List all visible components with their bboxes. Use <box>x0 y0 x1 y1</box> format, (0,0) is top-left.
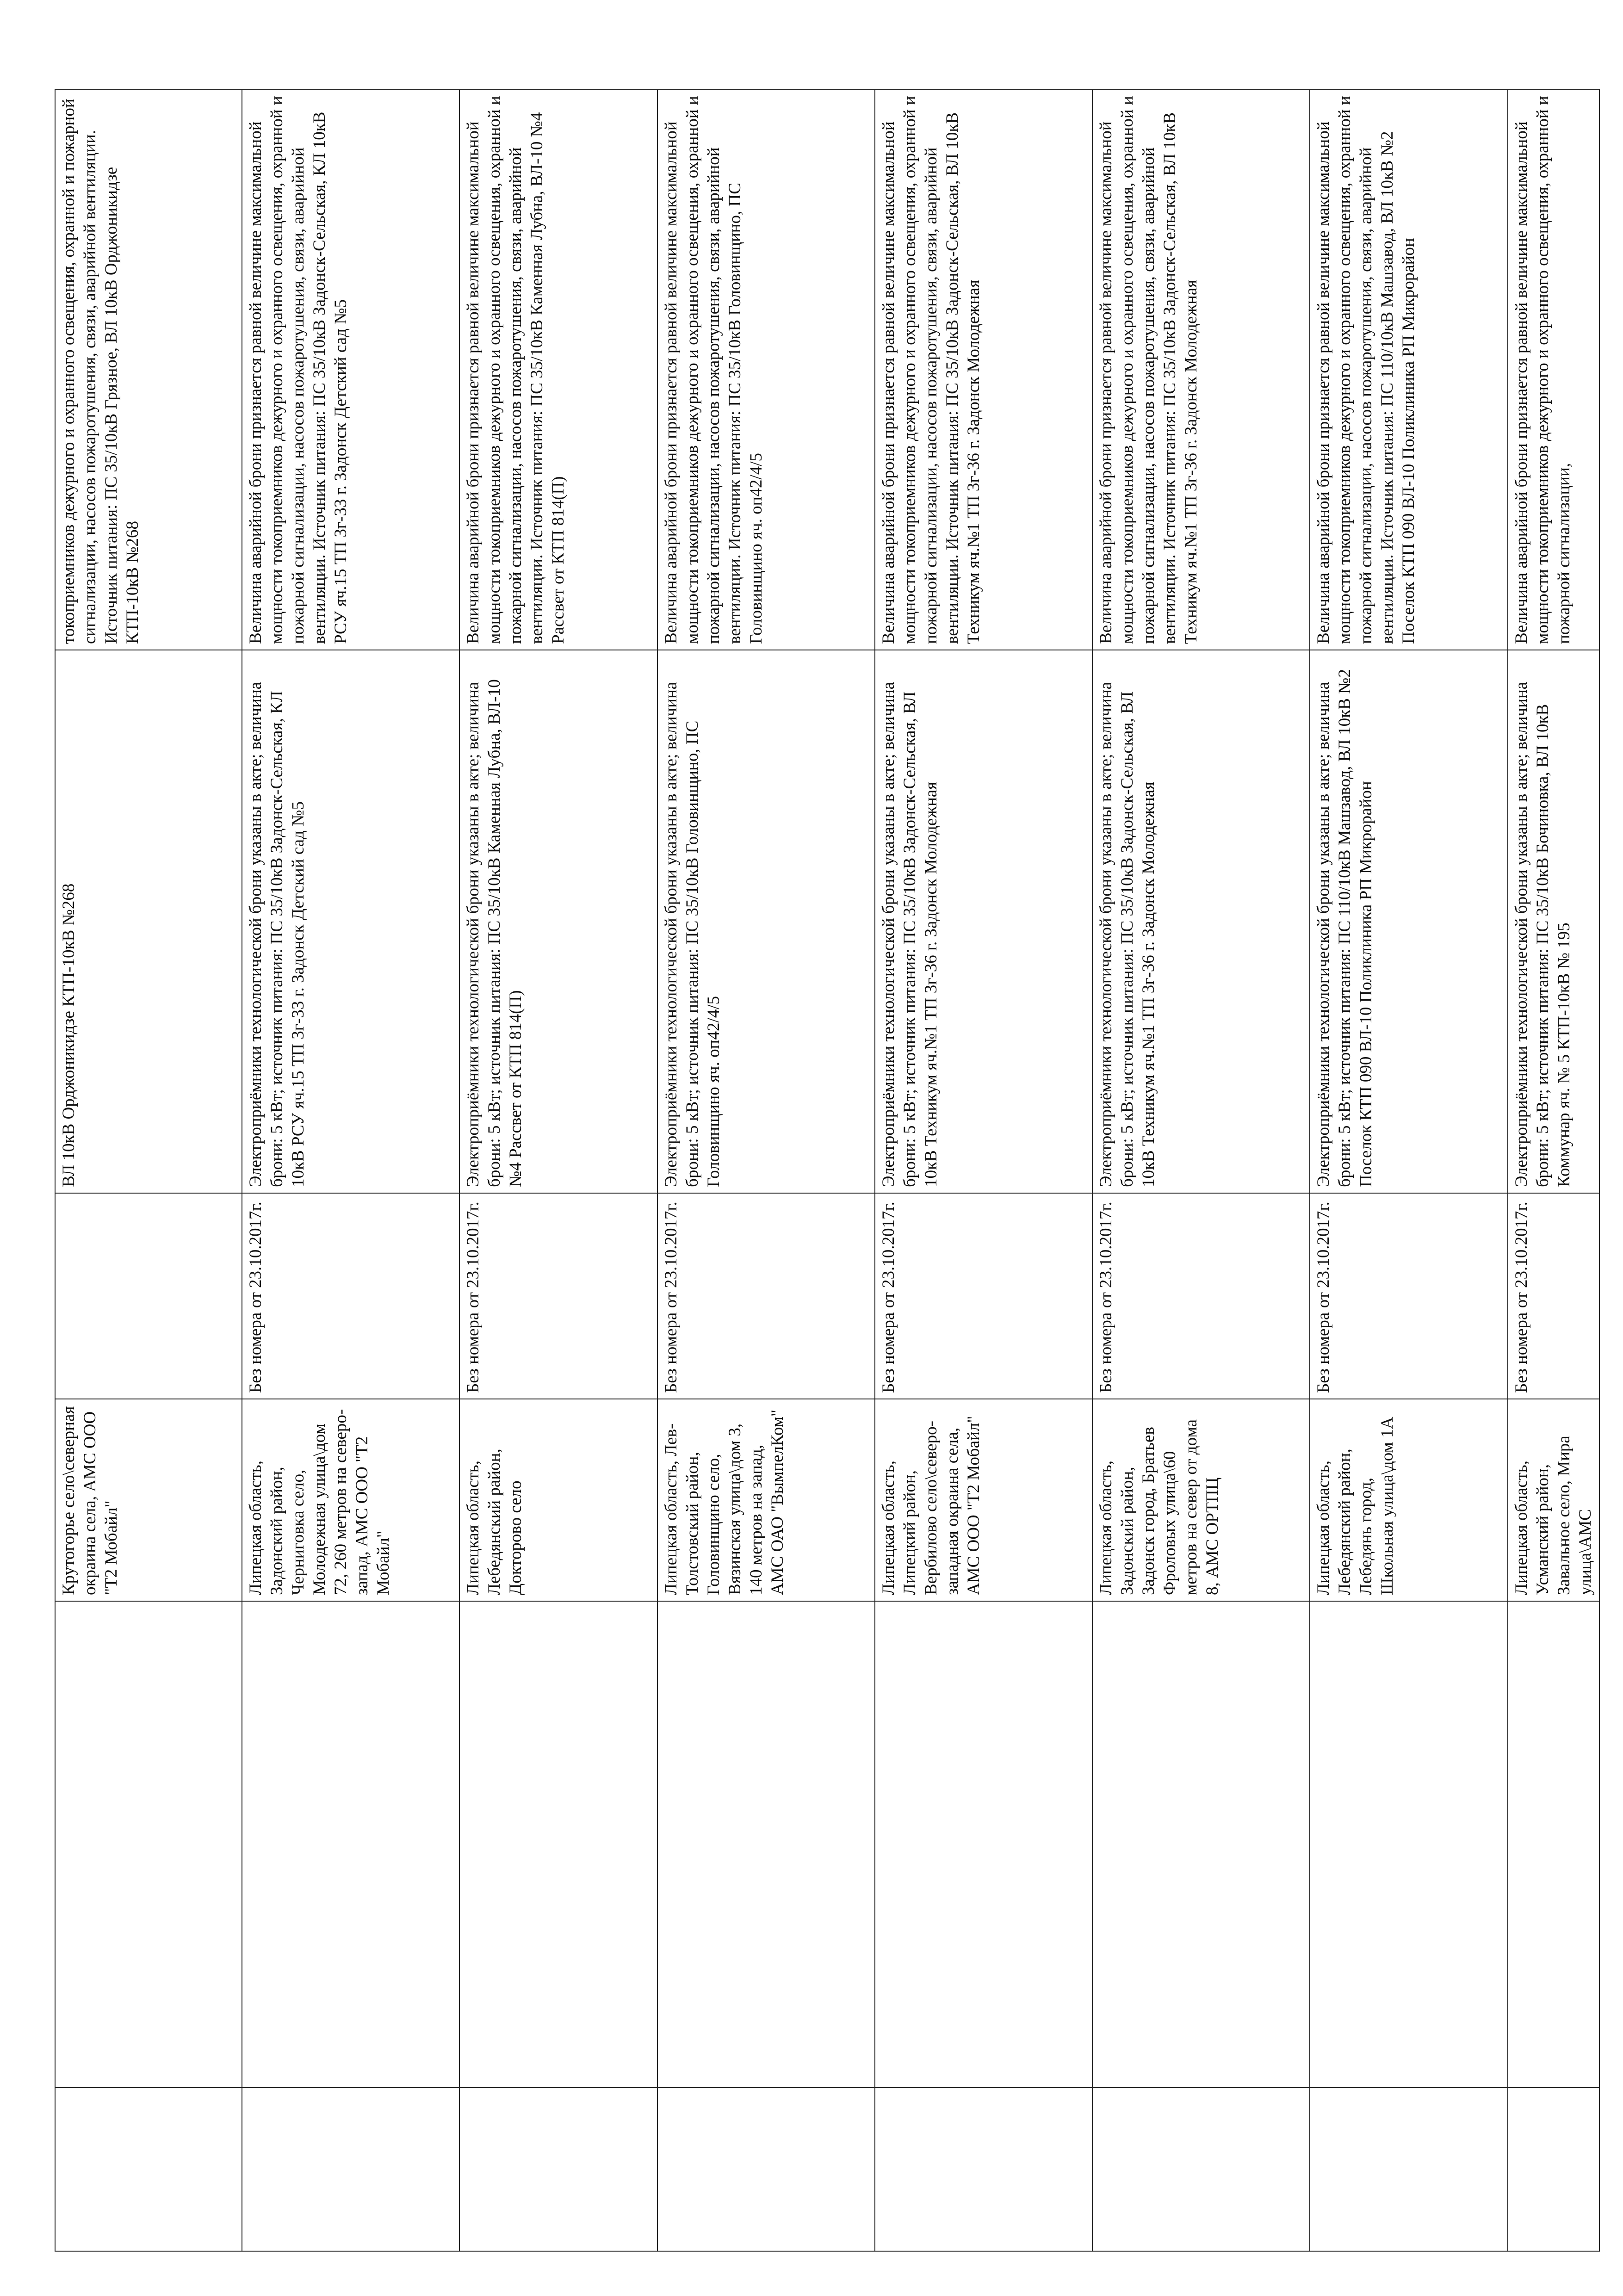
table-row <box>242 90 459 2251</box>
rotated-page <box>55 90 1595 2252</box>
act-date-cell <box>55 1193 242 1399</box>
act-date-cell: Без номера от 23.10.2017г. <box>1092 1193 1310 1399</box>
index-cell <box>657 2087 875 2251</box>
address-cell: Липецкая область, Лев-Толстовский район, Головинщино село, Вязинская улица\дом 3, 140 метров на запад, АМС ОАО "ВымпелКом" <box>657 1399 875 1601</box>
address-cell: Липецкая область, Липецкий район, Вербилово село\северо-западная окраина села, АМС ООО "Т2 Мобайл" <box>875 1399 1092 1601</box>
address-cell: Крутогорье село\северная окраина села, АМС ООО "Т2 Мобайл" <box>55 1399 242 1601</box>
emergency-reserve-cell: Величина аварийной брони признается равной величине максимальной мощности токоприемников дежурного и охранного освещения, охранной и пожарной сигнализации, насосов пожаротушения, связи, аварийной вентиляции. Источник питания: ПС 35/10кВ Задонск-Сельская, КЛ 10кВ РСУ яч.15 ТП 3г-33 г. Задонск Детский сад №5 <box>242 90 459 650</box>
index-cell <box>1508 2087 1599 2251</box>
org-name-cell <box>459 1601 657 2087</box>
act-date-cell: Без номера от 23.10.2017г. <box>242 1193 459 1399</box>
org-name-cell <box>242 1601 459 2087</box>
address-cell: Липецкая область, Лебедянский район, Лебедянь город, Школьная улица\дом 1А <box>1310 1399 1508 1601</box>
table-row <box>55 90 242 2251</box>
emergency-reserve-cell: токоприемников дежурного и охранного освещения, охранной и пожарной сигнализации, насосов пожаротушения, связи, аварийной вентиляции. Источник питания: ПС 35/10кВ Грязное, ВЛ 10кВ Орджоникидзе КТП-10кВ №268 <box>55 90 242 650</box>
index-cell <box>55 2087 242 2251</box>
table-row <box>657 90 875 2251</box>
org-name-cell <box>657 1601 875 2087</box>
org-name-cell <box>1310 1601 1508 2087</box>
org-name-cell <box>1508 1601 1599 2087</box>
index-cell <box>459 2087 657 2251</box>
table-body <box>55 90 1599 2251</box>
tech-reserve-cell: Электроприёмники технологической брони указаны в акте; величина брони: 5 кВт; источник питания: ПС 35/10кВ Каменная Лубна, ВЛ-10 №4 Рассвет от КТП 814(П) <box>459 650 657 1193</box>
index-cell <box>1092 2087 1310 2251</box>
address-cell: Липецкая область, Усманский район, Завальное село, Мира улица\АМС <box>1508 1399 1599 1601</box>
org-name-cell <box>1092 1601 1310 2087</box>
tech-reserve-cell: Электроприёмники технологической брони указаны в акте; величина брони: 5 кВт; источник питания: ПС 35/10кВ Задонск-Сельская, ВЛ 10кВ Техникум яч.№1 ТП 3г-36 г. Задонск Молодежная <box>875 650 1092 1193</box>
index-cell <box>242 2087 459 2251</box>
table-row <box>1508 90 1599 2251</box>
tech-reserve-cell: Электроприёмники технологической брони указаны в акте; величина брони: 5 кВт; источник питания: ПС 110/10кВ Машзавод, ВЛ 10кВ №2 Поселок КТП 090 ВЛ-10 Поликлиника РП Микрорайон <box>1310 650 1508 1193</box>
tech-reserve-cell: Электроприёмники технологической брони указаны в акте; величина брони: 5 кВт; источник питания: ПС 35/10кВ Задонск-Сельская, ВЛ 10кВ Техникум яч.№1 ТП 3г-36 г. Задонск Молодежная <box>1092 650 1310 1193</box>
tech-reserve-cell: Электроприёмники технологической брони указаны в акте; величина брони: 5 кВт; источник питания: ПС 35/10кВ Задонск-Сельская, КЛ 10кВ РСУ яч.15 ТП 3г-33 г. Задонск Детский сад №5 <box>242 650 459 1193</box>
emergency-reserve-cell: Величина аварийной брони признается равной величине максимальной мощности токоприемников дежурного и охранного освещения, охранной и пожарной сигнализации, насосов пожаротушения, связи, аварийной вентиляции. Источник питания: ПС 35/10кВ Задонск-Сельская, ВЛ 10кВ Техникум яч.№1 ТП 3г-36 г. Задонск Молодежная <box>875 90 1092 650</box>
tech-reserve-cell: Электроприёмники технологической брони указаны в акте; величина брони: 5 кВт; источник питания: ПС 35/10кВ Бочиновка, ВЛ 10кВ Коммунар яч. № 5 КТП-10кВ № 195 <box>1508 650 1599 1193</box>
table-row <box>875 90 1092 2251</box>
index-cell <box>875 2087 1092 2251</box>
index-cell <box>1310 2087 1508 2251</box>
address-cell: Липецкая область, Задонский район, Черниговка село, Молодежная улица\дом 72, 260 метров на северо-запад, АМС ООО "Т2 Мобайл" <box>242 1399 459 1601</box>
emergency-reserve-cell: Величина аварийной брони признается равной величине максимальной мощности токоприемников дежурного и охранного освещения, охранной и пожарной сигнализации, насосов пожаротушения, связи, аварийной вентиляции. Источник питания: ПС 35/10кВ Головинщино, ПС Головинщино яч. оп42/4/5 <box>657 90 875 650</box>
tech-reserve-cell: Электроприёмники технологической брони указаны в акте; величина брони: 5 кВт; источник питания: ПС 35/10кВ Головинщино, ПС Головинщино яч. оп42/4/5 <box>657 650 875 1193</box>
table-row <box>1310 90 1508 2251</box>
reservation-table <box>55 89 1600 2252</box>
emergency-reserve-cell: Величина аварийной брони признается равной величине максимальной мощности токоприемников дежурного и охранного освещения, охранной и пожарной сигнализации, насосов пожаротушения, связи, аварийной вентиляции. Источник питания: ПС 110/10кВ Машзавод, ВЛ 10кВ №2 Поселок КТП 090 ВЛ-10 Поликлиника РП Микрорайон <box>1310 90 1508 650</box>
act-date-cell: Без номера от 23.10.2017г. <box>1508 1193 1599 1399</box>
act-date-cell: Без номера от 23.10.2017г. <box>875 1193 1092 1399</box>
emergency-reserve-cell: Величина аварийной брони признается равной величине максимальной мощности токоприемников дежурного и охранного освещения, охранной и пожарной сигнализации, насосов пожаротушения, связи, аварийной вентиляции. Источник питания: ПС 35/10кВ Каменная Лубна, ВЛ-10 №4 Рассвет от КТП 814(П) <box>459 90 657 650</box>
emergency-reserve-cell: Величина аварийной брони признается равной величине максимальной мощности токоприемников дежурного и охранного освещения, охранной и пожарной сигнализации, <box>1508 90 1599 650</box>
emergency-reserve-cell: Величина аварийной брони признается равной величине максимальной мощности токоприемников дежурного и охранного освещения, охранной и пожарной сигнализации, насосов пожаротушения, связи, аварийной вентиляции. Источник питания: ПС 35/10кВ Задонск-Сельская, ВЛ 10кВ Техникум яч.№1 ТП 3г-36 г. Задонск Молодежная <box>1092 90 1310 650</box>
table-row <box>1092 90 1310 2251</box>
org-name-cell <box>875 1601 1092 2087</box>
address-cell: Липецкая область, Лебедянский район, Докторово село <box>459 1399 657 1601</box>
address-cell: Липецкая область, Задонский район, Задонск город, Братьев Фроловых улица\60 метров на север от дома 8, АМС ОРТПЦ <box>1092 1399 1310 1601</box>
act-date-cell: Без номера от 23.10.2017г. <box>459 1193 657 1399</box>
org-name-cell <box>55 1601 242 2087</box>
act-date-cell: Без номера от 23.10.2017г. <box>657 1193 875 1399</box>
act-date-cell: Без номера от 23.10.2017г. <box>1310 1193 1508 1399</box>
tech-reserve-cell: ВЛ 10кВ Орджоникидзе КТП-10кВ №268 <box>55 650 242 1193</box>
table-row <box>459 90 657 2251</box>
